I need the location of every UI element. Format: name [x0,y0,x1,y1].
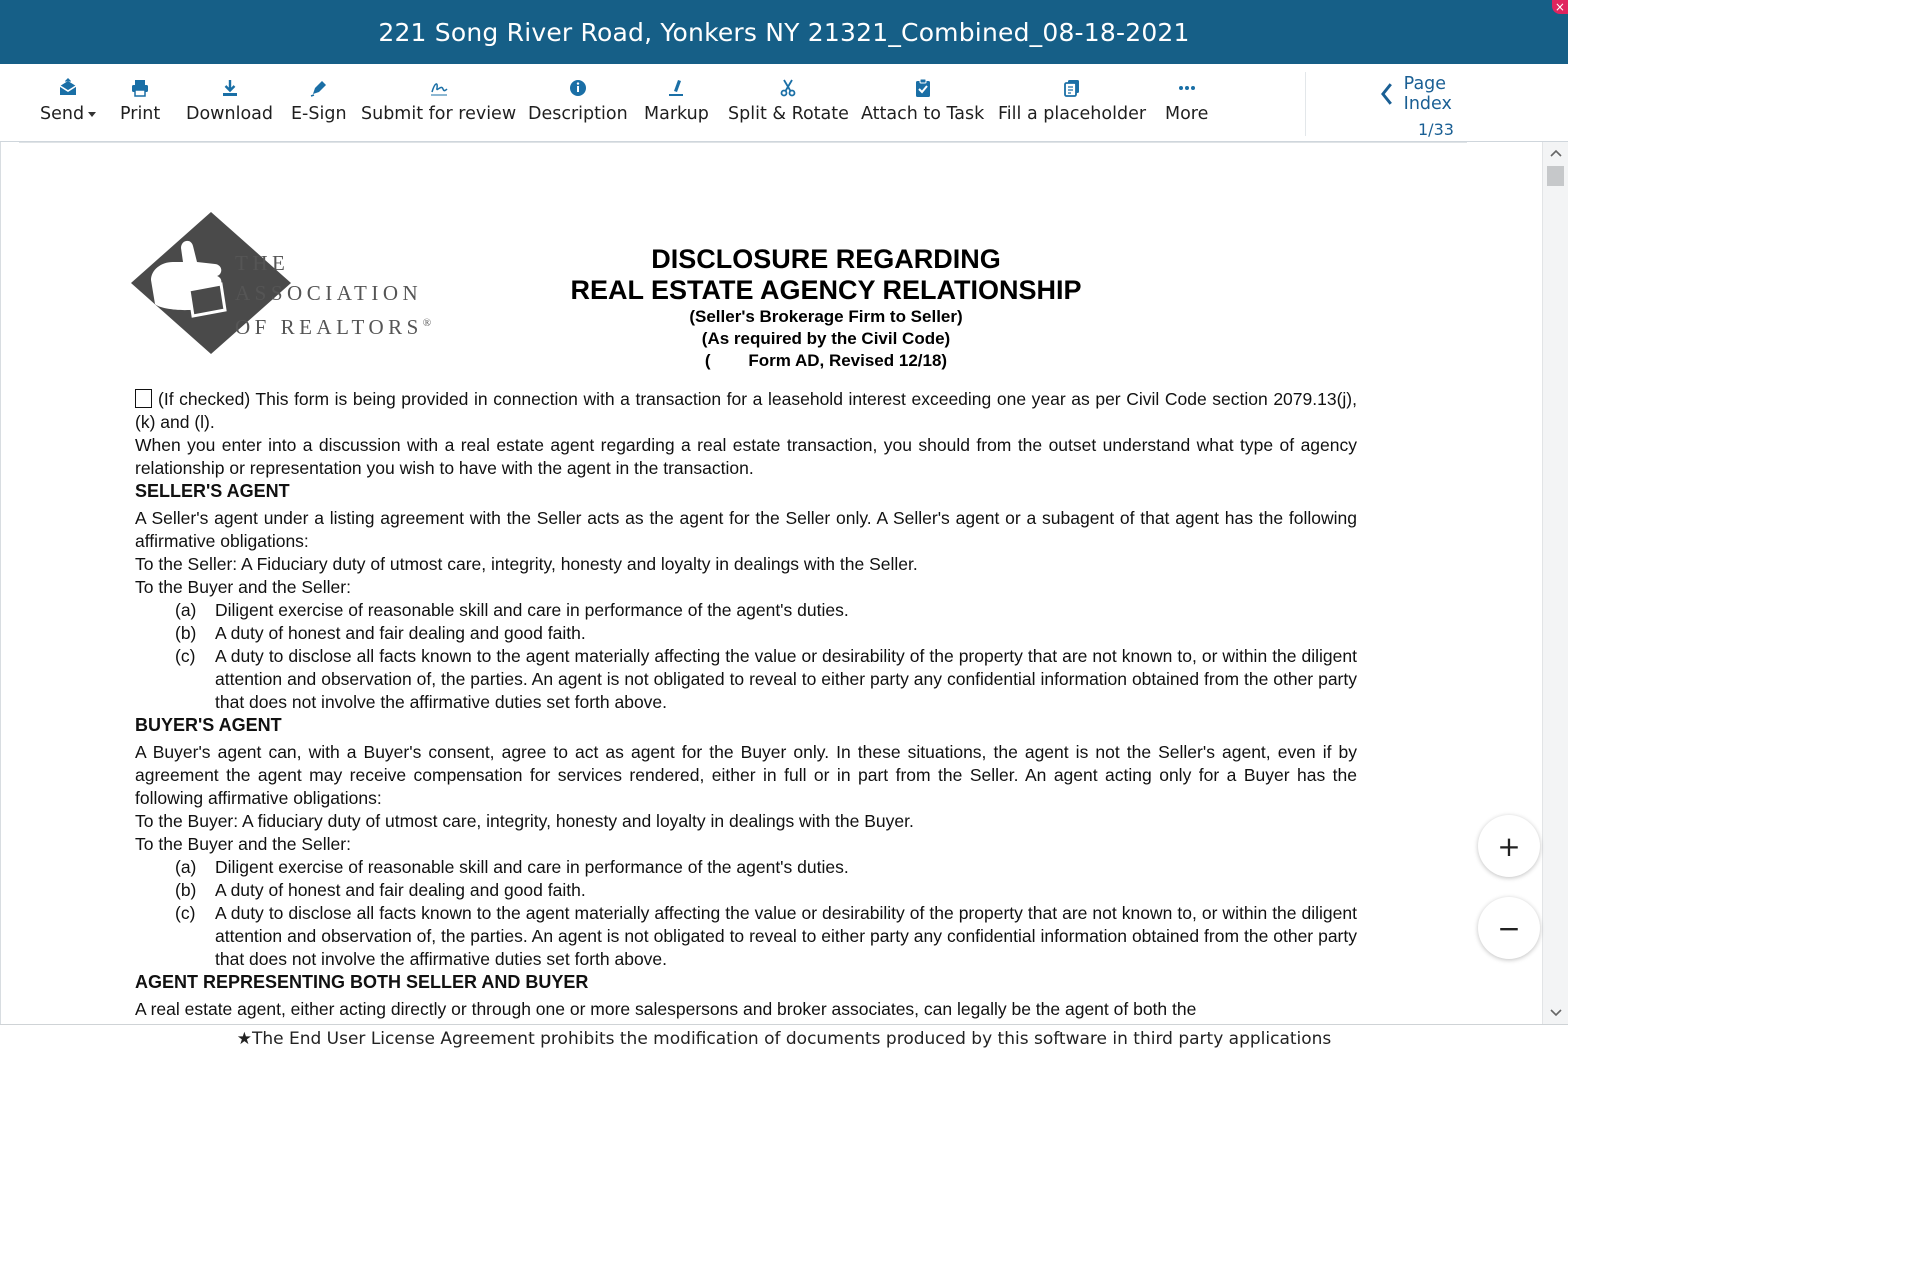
list-item [135,599,1357,622]
fill-placeholder-button[interactable] [998,76,1146,136]
list-item-key: (c) [175,646,196,666]
document-heading [561,244,1091,372]
markup-label: Markup [644,104,709,124]
esign-label: E-Sign [291,104,347,124]
list-item-text: A duty of honest and fair dealing and good faith. [215,880,586,900]
info-icon [566,76,590,100]
document-title: 221 Song River Road, Yonkers NY 21321_Combined_08-18-2021 [378,17,1190,47]
more-label: More [1165,104,1209,124]
list-item-key: (b) [175,880,197,900]
list-item-key: (c) [175,903,196,923]
buyer-agent-heading: BUYER'S AGENT [135,715,282,735]
page-index-label: Page Index [1403,74,1452,114]
list-item [135,645,1357,714]
print-button[interactable] [120,76,160,136]
to-seller-paragraph: To the Seller: A Fiduciary duty of utmost care, integrity, honesty and loyalty in dealings with the Seller. [135,554,918,574]
list-item-text: A duty to disclose all facts known to the agent materially affecting the value or desirability of the property that are not known to, or within the diligent attention and observation of, the parties. An agent is not obligated to reveal to either party any confidential information obtained from the other party that does not involve the affirmative duties set forth above. [215,903,1357,969]
seller-agent-heading: SELLER'S AGENT [135,481,290,501]
chevron-down-icon [88,112,96,117]
scissors-icon [776,76,800,100]
pen-icon [307,76,331,100]
leasehold-paragraph [135,388,1357,434]
markup-icon [664,76,688,100]
vertical-scrollbar[interactable] [1542,142,1568,1024]
more-button[interactable] [1165,76,1208,136]
submit-for-review-label: Submit for review [361,104,517,124]
registered-mark: ® [422,317,436,329]
chevron-up-icon [1550,149,1562,157]
plus-icon: + [1497,829,1521,863]
esign-button[interactable] [291,76,347,136]
more-icon [1175,76,1199,100]
license-footer [0,1024,1568,1054]
list-item-key: (a) [175,600,197,620]
heading-line-1: DISCLOSURE REGARDING [651,244,1001,274]
realtors-logo [131,212,491,357]
heading-line-2: REAL ESTATE AGENCY RELATIONSHIP [570,275,1082,305]
list-item-text: A duty to disclose all facts known to the agent materially affecting the value or desirability of the property that are not known to, or within the diligent attention and observation of, the parties. An agent is not obligated to reveal to either party any confidential information obtained from the other party that does not involve the affirmative duties set forth above. [215,646,1357,712]
license-text: ★The End User License Agreement prohibits the modification of documents produced by this software in third party applications [236,1029,1332,1049]
attach-to-task-label: Attach to Task [861,104,985,124]
leasehold-text: (If checked) This form is being provided in connection with a transaction for a leasehold interest exceeding one year as per Civil Code section 2079.13(j), (k) and (l). [135,389,1357,432]
dual-agent-heading: AGENT REPRESENTING BOTH SELLER AND BUYER [135,972,589,992]
description-label: Description [528,104,628,124]
print-label: Print [120,104,161,124]
description-button[interactable] [528,76,628,136]
markup-button[interactable] [644,76,709,136]
fill-placeholder-label: Fill a placeholder [998,104,1147,124]
scroll-up-button[interactable] [1543,142,1568,164]
chevron-left-icon [1378,81,1396,107]
document-page [1,142,1541,1024]
zoom-in-button[interactable] [1478,815,1540,877]
page-index[interactable] [1378,74,1498,139]
minus-icon: − [1497,911,1521,945]
split-rotate-button[interactable] [728,76,849,136]
list-item [135,856,1357,879]
to-buyer-paragraph: To the Buyer: A fiduciary duty of utmost care, integrity, honesty and loyalty in dealings with the Buyer. [135,811,914,831]
list-item-key: (a) [175,857,197,877]
send-button[interactable] [40,76,96,136]
logo-line-2: ASSOCIATION [235,281,423,305]
buyer-agent-paragraph: A Buyer's agent can, with a Buyer's consent, agree to act as agent for the Buyer only. In these situations, the agent is not the Seller's agent, even if by agreement the agent may receive compensation for services rendered, either in full or in part from the Seller. An agent acting only for a Buyer has the following affirmative obligations: [135,742,1357,808]
copy-icon [1060,76,1084,100]
split-rotate-label: Split & Rotate [728,104,849,124]
close-button[interactable] [1552,0,1568,14]
submit-for-review-button[interactable] [361,76,516,136]
send-label: Send [40,104,85,124]
logo-line-1: THE [235,251,290,275]
download-icon [218,76,242,100]
heading-sub-1: (Seller's Brokerage Firm to Seller) [689,307,963,326]
list-item-key: (b) [175,623,197,643]
close-icon: × [1554,0,1566,14]
list-item-text: A duty of honest and fair dealing and good faith. [215,623,586,643]
page-count: 1/33 [1418,120,1454,139]
to-buyer-seller-paragraph-2: To the Buyer and the Seller: [135,834,351,854]
scrollbar-thumb[interactable] [1547,166,1564,186]
download-label: Download [186,104,273,124]
download-button[interactable] [186,76,273,136]
print-icon [128,76,152,100]
document-viewer[interactable] [0,142,1568,1024]
scroll-down-button[interactable] [1543,1002,1568,1024]
send-icon [56,76,80,100]
attach-to-task-button[interactable] [861,76,984,136]
heading-sub-2: (As required by the Civil Code) [701,329,951,348]
list-item [135,902,1357,971]
list-item-text: Diligent exercise of reasonable skill and care in performance of the agent's duties. [215,857,849,877]
logo-line-3: OF REALTORS [235,315,423,339]
document-body [135,388,1357,1021]
list-item [135,622,1357,645]
signature-icon [427,76,451,100]
zoom-out-button[interactable] [1478,897,1540,959]
seller-agent-paragraph: A Seller's agent under a listing agreement with the Seller acts as the agent for the Seller only. A Seller's agent or a subagent of that agent has the following affirmative obligations: [135,508,1357,551]
toolbar [0,64,1568,142]
leasehold-checkbox[interactable] [135,389,152,408]
list-item [135,879,1357,902]
window-title-bar [0,0,1568,64]
intro-paragraph: When you enter into a discussion with a real estate agent regarding a real estate transaction, you should from the outset understand what type of agency relationship or representation you wish to have with the agent in the transaction. [135,435,1357,478]
chevron-down-icon [1550,1009,1562,1017]
clipboard-check-icon [911,76,935,100]
dual-agent-paragraph: A real estate agent, either acting directly or through one or more salespersons and broker associates, can legally be the agent of both the [135,999,1197,1019]
heading-sub-3: ( Form AD, Revised 12/18) [704,351,948,370]
toolbar-divider [1305,72,1306,136]
list-item-text: Diligent exercise of reasonable skill and care in performance of the agent's duties. [215,600,849,620]
to-buyer-seller-paragraph: To the Buyer and the Seller: [135,577,351,597]
